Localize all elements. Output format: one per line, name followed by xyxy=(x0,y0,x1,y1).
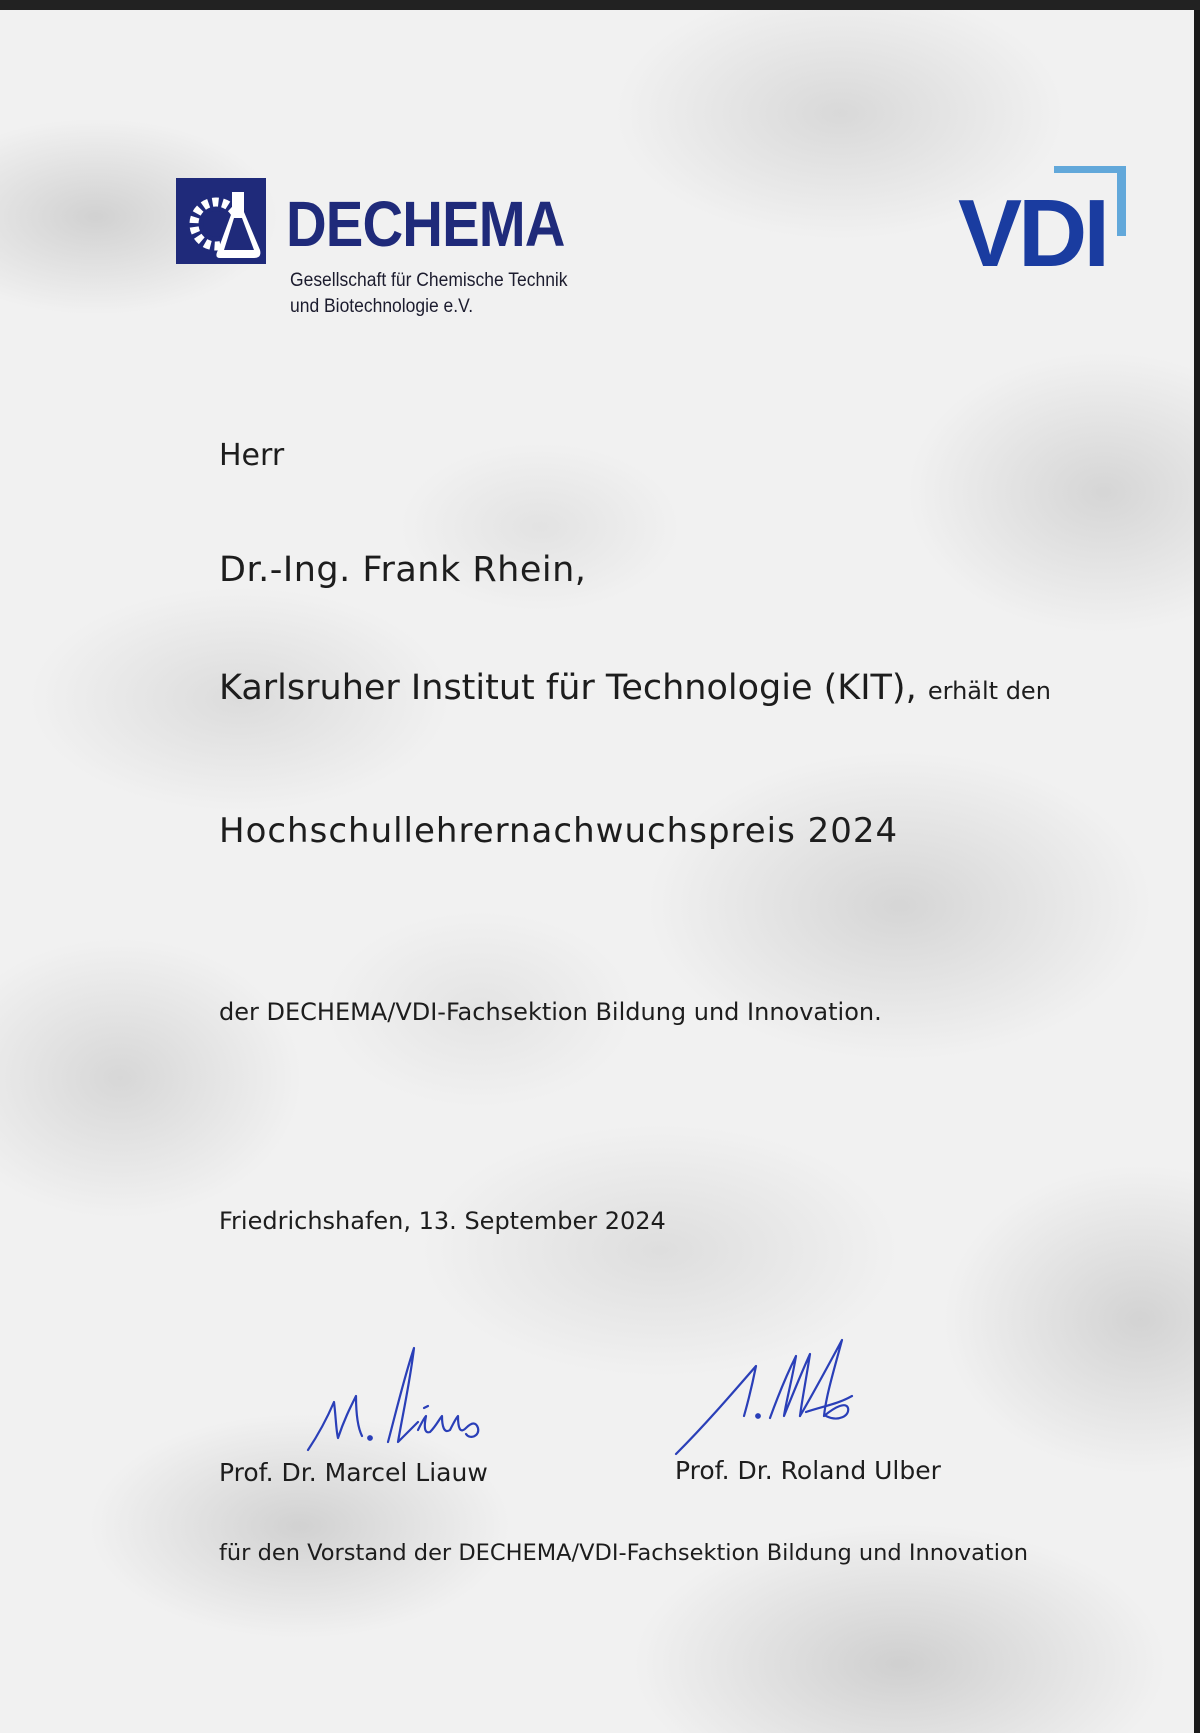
receives-text: erhält den xyxy=(927,677,1051,705)
signer-right-name: Prof. Dr. Roland Ulber xyxy=(675,1456,941,1485)
place-date: Friedrichshafen, 13. September 2024 xyxy=(219,1207,666,1235)
recipient-name: Dr.-Ing. Frank Rhein, xyxy=(219,550,587,590)
signature-ulber xyxy=(674,1336,874,1456)
certificate-page xyxy=(0,10,1200,1733)
scan-edge xyxy=(1194,10,1200,1733)
signer-left-name: Prof. Dr. Marcel Liauw xyxy=(219,1458,488,1487)
section-line: der DECHEMA/VDI-Fachsektion Bildung und Innovation. xyxy=(219,998,882,1026)
institution: Karlsruher Institut für Technologie (KIT), xyxy=(219,668,917,708)
signature-liauw xyxy=(306,1342,486,1454)
institution-line xyxy=(219,668,1051,708)
vdi-logo xyxy=(958,166,1126,272)
dechema-subtitle-line2: und Biotechnologie e.V. xyxy=(290,296,474,317)
footer-text: für den Vorstand der DECHEMA/VDI-Fachsektion Bildung und Innovation xyxy=(219,1540,1028,1566)
salutation: Herr xyxy=(219,438,285,473)
dechema-mark-icon xyxy=(176,178,266,264)
dechema-subtitle-line1: Gesellschaft für Chemische Technik xyxy=(290,270,568,291)
award-title: Hochschullehrernachwuchspreis 2024 xyxy=(219,811,899,851)
vdi-wordmark: VDI xyxy=(958,180,1107,272)
dechema-wordmark: DECHEMA xyxy=(286,188,565,260)
dechema-subtitle xyxy=(290,268,568,320)
dechema-logo xyxy=(176,178,596,318)
